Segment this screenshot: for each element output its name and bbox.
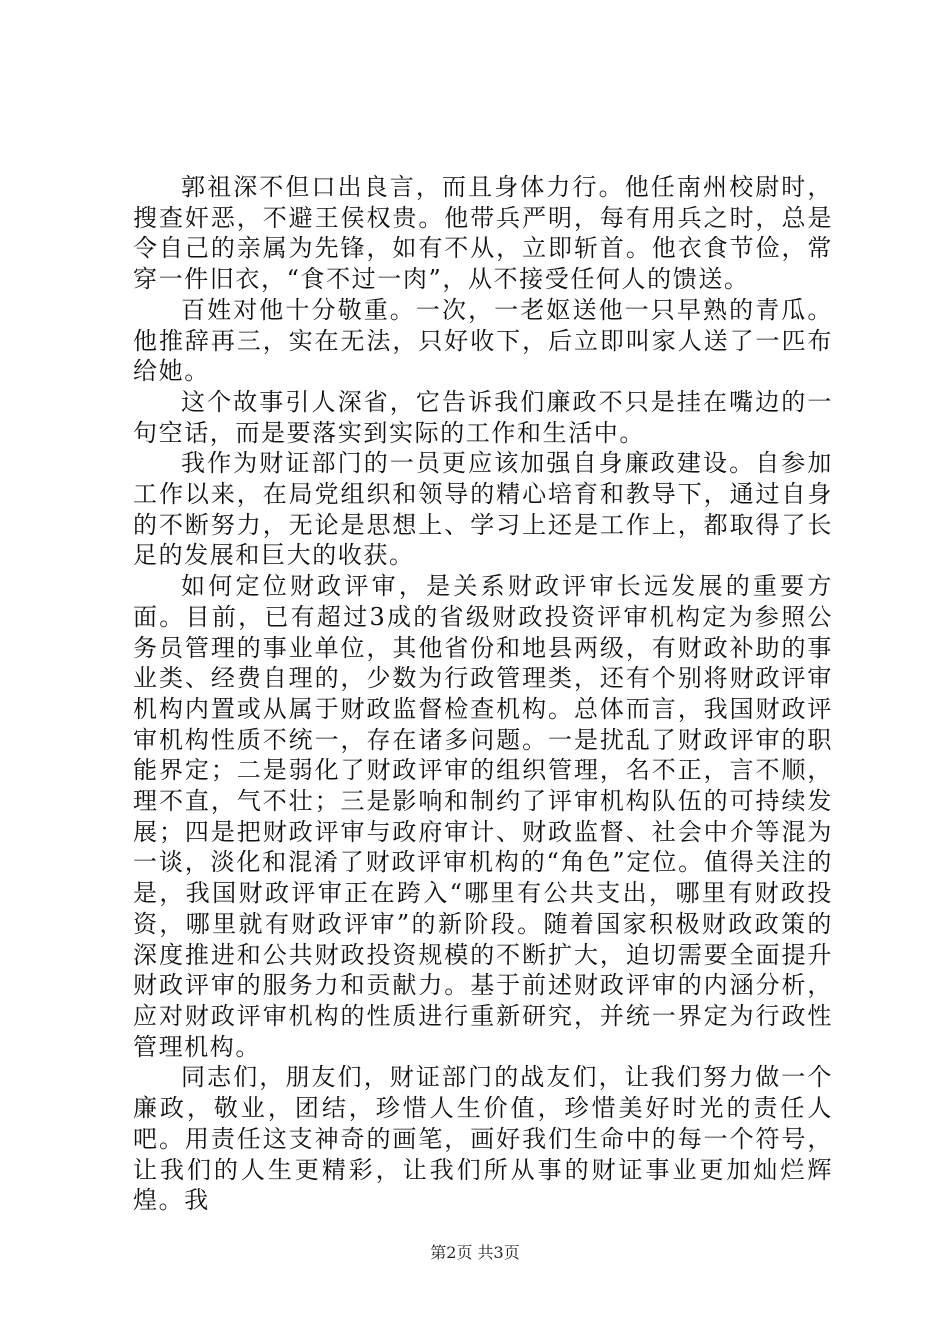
document-body	[133, 172, 833, 1216]
paragraph: 百姓对他十分敬重。一次，一老妪送他一只早熟的青瓜。他推辞再三，实在无法，只好收下，后立即叫家人送了一匹布给她。	[133, 295, 833, 386]
paragraph: 这个故事引人深省，它告诉我们廉政不只是挂在嘴边的一句空话，而是要落实到实际的工作和生活中。	[133, 387, 833, 447]
paragraph: 如何定位财政评审，是关系财政评审长远发展的重要方面。目前，已有超过3成的省级财政投资评审机构定为参照公务员管理的事业单位，其他省份和地县两级，有财政补助的事业类、经费自理的，少数为行政管理类，还有个别将财政评审机构内置或从属于财政监督检查机构。总体而言，我国财政评审机构性质不统一，存在诸多问题。一是扰乱了财政评审的职能界定；二是弱化了财政评审的组织管理，名不正，言不顺，理不直，气不壮；三是影响和制约了评审机构队伍的可持续发展；四是把财政评审与政府审计、财政监督、社会中介等混为一谈，淡化和混淆了财政评审机构的“角色”定位。值得关注的是，我国财政评审正在跨入“哪里有公共支出，哪里有财政投资，哪里就有财政评审”的新阶段。随着国家积极财政政策的深度推进和公共财政投资规模的不断扩大，迫切需要全面提升财政评审的服务力和贡献力。基于前述财政评审的内涵分析，应对财政评审机构的性质进行重新研究，并统一界定为行政性管理机构。	[133, 572, 833, 1061]
paragraph: 郭祖深不但口出良言，而且身体力行。他任南州校尉时，搜查奸恶，不避王侯权贵。他带兵严明，每有用兵之时，总是令自己的亲属为先锋，如有不从，立即斩首。他衣食节俭，常穿一件旧衣，“食不过一肉”，从不接受任何人的馈送。	[133, 173, 833, 294]
paragraph: 我作为财证部门的一员更应该加强自身廉政建设。自参加工作以来，在局党组织和领导的精心培育和教导下，通过自身的不断努力，无论是思想上、学习上还是工作上，都取得了长足的发展和巨大的收获。	[133, 449, 833, 570]
page-footer: 第2页 共3页	[430, 1243, 520, 1262]
paragraph: 同志们，朋友们，财证部门的战友们，让我们努力做一个廉政，敬业，团结，珍惜人生价值，珍惜美好时光的责任人吧。用责任这支神奇的画笔，画好我们生命中的每一个符号，让我们的人生更精彩，让我们所从事的财证事业更加灿烂辉煌。我	[133, 1063, 833, 1215]
